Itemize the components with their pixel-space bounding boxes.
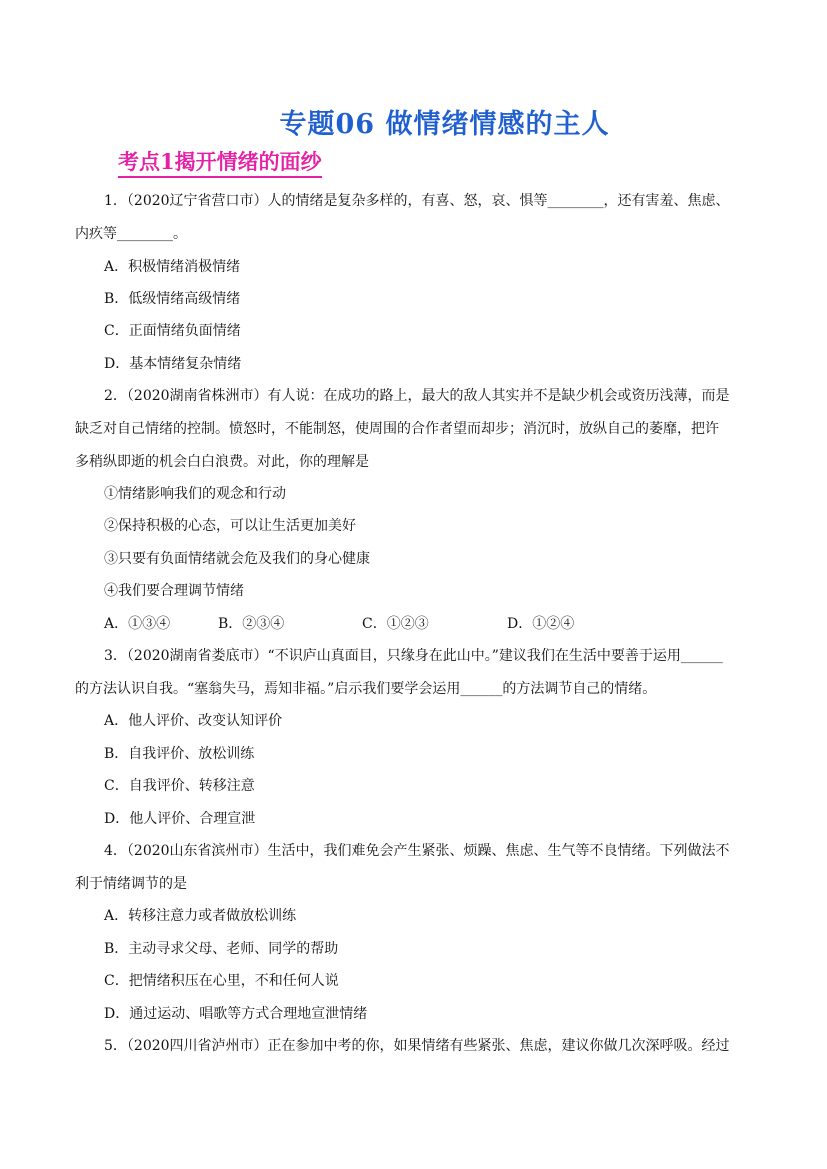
question-2-option-b: B．②③④ bbox=[218, 616, 285, 632]
question-2-line-1: 2．（2020湖南省株洲市）有人说：在成功的路上，最大的敌人其实并不是缺少机会或资历浅薄，而是 bbox=[104, 388, 730, 404]
question-1-option-c: C．正面情绪负面情绪 bbox=[104, 323, 241, 339]
question-1-option-a: A．积极情绪消极情绪 bbox=[104, 259, 241, 275]
question-2-option-c: C．①②③ bbox=[362, 616, 429, 632]
question-2-line-2: 缺乏对自己情绪的控制。愤怒时，不能制怒，使周围的合作者望而却步；消沉时，放纵自己的萎靡，把许 bbox=[75, 421, 719, 437]
question-1-line-2: 内疚等________。 bbox=[75, 226, 187, 242]
question-4-option-d: D．通过运动、唱歌等方式合理地宣泄情绪 bbox=[104, 1006, 368, 1022]
page-title: 专题06 做情绪情感的主人 bbox=[279, 109, 610, 140]
question-4-line-2: 利于情绪调节的是 bbox=[75, 876, 187, 892]
question-1-line-1: 1．（2020辽宁省营口市）人的情绪是复杂多样的，有喜、怒，哀、惧等________，还有害羞、焦虑、 bbox=[104, 193, 730, 209]
question-4-option-a: A．转移注意力或者做放松训练 bbox=[104, 908, 297, 924]
question-2-option-d: D．①②④ bbox=[507, 616, 575, 632]
question-4-line-1: 4．（2020山东省滨州市）生活中，我们难免会产生紧张、烦躁、焦虑、生气等不良情绪。下列做法不 bbox=[104, 843, 730, 859]
question-2-option-a: A．①③④ bbox=[104, 616, 171, 632]
question-3-option-a: A．他人评价、改变认知评价 bbox=[104, 713, 283, 729]
question-3-option-b: B．自我评价、放松训练 bbox=[104, 746, 255, 762]
question-2-statement-3: ③只要有负面情绪就会危及我们的身心健康 bbox=[104, 551, 370, 567]
question-3-line-1: 3．（2020湖南省娄底市）“不识庐山真面目，只缘身在此山中。”建议我们在生活中要善于运用______ bbox=[104, 648, 723, 664]
question-1-option-d: D．基本情绪复杂情绪 bbox=[104, 356, 242, 372]
question-2-statement-4: ④我们要合理调节情绪 bbox=[104, 583, 244, 599]
question-3-option-d: D．他人评价、合理宣泄 bbox=[104, 811, 256, 827]
question-3-option-c: C．自我评价、转移注意 bbox=[104, 778, 255, 794]
question-5-line-1: 5．（2020四川省泸州市）正在参加中考的你，如果情绪有些紧张、焦虑，建议你做几次深呼吸。经过 bbox=[104, 1038, 730, 1054]
question-1-option-b: B．低级情绪高级情绪 bbox=[104, 291, 241, 307]
question-2-line-3: 多稍纵即逝的机会白白浪费。对此，你的理解是 bbox=[75, 454, 369, 470]
question-4-option-b: B．主动寻求父母、老师、同学的帮助 bbox=[104, 941, 339, 957]
question-2-statement-1: ①情绪影响我们的观念和行动 bbox=[104, 486, 286, 502]
section-heading: 考点1揭开情绪的面纱 bbox=[118, 149, 322, 178]
question-4-option-c: C．把情绪积压在心里，不和任何人说 bbox=[104, 973, 339, 989]
question-3-line-2: 的方法认识自我。“塞翁失马，焉知非福。”启示我们要学会运用______的方法调节自己的情绪。 bbox=[75, 681, 657, 697]
question-2-statement-2: ②保持积极的心态，可以让生活更加美好 bbox=[104, 518, 356, 534]
